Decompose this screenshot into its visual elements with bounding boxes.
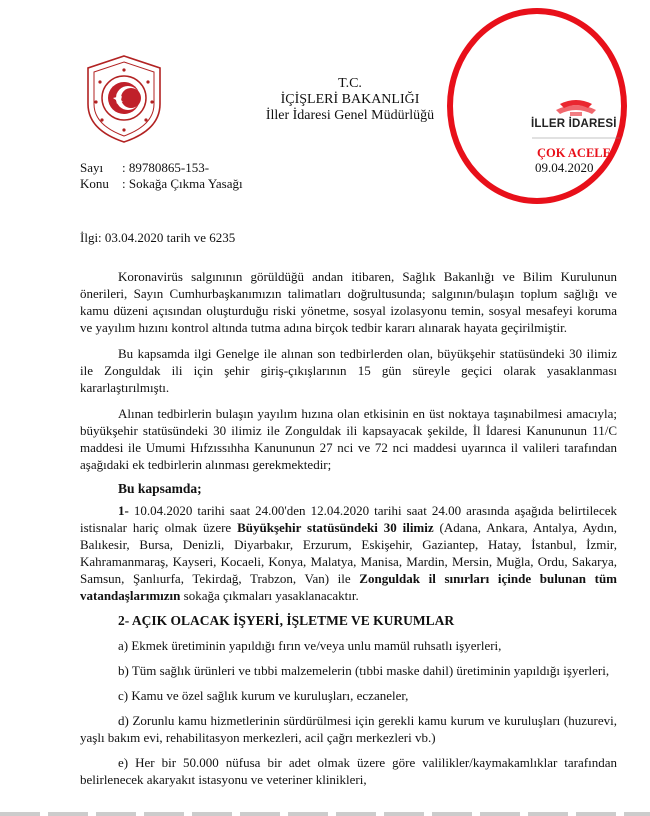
item-1-text-d: Zonguldak il sınırları içinde bulunan tüm vatandaşlarımızın xyxy=(80,571,618,603)
item-1-text-c: (Adana, Ankara, Antalya, Aydın, Balıkesir, Bursa, Denizli, Diyarbakır, Erzurum, Eskişehir, Gaziantep, Hatay, İstanbul, İzmir, Kahramanmaraş, Kayseri, Kocaeli, Konya, Malatya, Manisa, Mardin, Mersin, Muğla, Ordu, Sakarya, Samsun, Şanlıurfa, Tekirdağ, Trabzon, Van) ile xyxy=(80,520,618,586)
item-1-text-a: 10.04.2020 tarihi saat 24.00'den 12.04.2020 tarihi saat 24.00 arasında aşağıda belirtilecek istisnalar hariç olmak üzere xyxy=(80,503,617,535)
document-body xyxy=(80,268,617,788)
item-1-text-b: Büyükşehir statüsündeki 30 ilimiz xyxy=(237,520,434,535)
paragraph-1: Koronavirüs salgınının görüldüğü andan itibaren, Sağlık Bakanlığı ve Bilim Kurulunun önerileri, Sayın Cumhurbaşkanımızın talimatları doğrultusunda; salgının/bulaşın toplum sağlığı ve kamu düzeni açısından oluşturduğu riski yönetme, sosyal izolasyonu temin, sosyal mesafeyi koruma ve yayılım hızını kontrol altında tutma adına birçok tedbir kararı alınarak hayata geçirilmiştir. xyxy=(80,269,617,335)
list-item-a: a) Ekmek üretiminin yapıldığı fırın ve/veya unlu mamül ruhsatlı işyerleri, xyxy=(118,638,502,653)
header-line-directorate: İller İdaresi Genel Müdürlüğü xyxy=(265,108,435,123)
list-item-e: e) Her bir 50.000 nüfusa bir adet olmak üzere göre valilikler/kaymakamlıklar tarafından belirlenecek akaryakıt istasyonu ve veteriner klinikleri, xyxy=(80,755,617,787)
ministry-emblem-icon xyxy=(80,52,168,146)
paragraph-3: Alınan tedbirlerin bulaşın yayılım hızına olan etkisinin en üst noktaya taşınabilmesi amacıyla; büyükşehir statüsündeki 30 ilimiz ile Zonguldak ili kapsayacak şekilde, İl İdaresi Kanununun 11/C maddesi ile Umumi Hıfzıssıhha Kanununun 27 nci ve 72 nci maddesi uyarınca il valileri tarafından aşağıdaki ek tedbirlerin alınması gerekmektedir; xyxy=(80,406,617,472)
item-1 xyxy=(80,502,617,604)
sayi-label: Sayı xyxy=(80,160,104,175)
paragraph-2: Bu kapsamda ilgi Genelge ile alınan son tedbirlerden olan, büyükşehir statüsündeki 30 ilimiz ile Zonguldak ili için şehir giriş-çıkışlarının 15 gün süreyle geçici olarak yasaklanması kararlaştırılmıştı. xyxy=(80,346,617,395)
item-1-text-e: sokağa çıkmaları yasaklanacaktır. xyxy=(180,588,359,603)
header-line-ministry: İÇİŞLERİ BAKANLIĞI xyxy=(280,92,420,107)
logo-text: İLLER İDARESİ xyxy=(531,118,617,130)
konu-value: : Sokağa Çıkma Yasağı xyxy=(122,176,243,191)
list-item-c: c) Kamu ve özel sağlık kurum ve kuruluşları, eczaneler, xyxy=(118,688,409,703)
konu-label: Konu xyxy=(80,176,109,191)
section-heading: Bu kapsamda; xyxy=(118,481,202,496)
section-2-heading: 2- AÇIK OLACAK İŞYERİ, İŞLETME VE KURUMLAR xyxy=(118,613,455,628)
stamp-date: 09.04.2020 xyxy=(535,160,594,175)
urgency-stamp: ÇOK ACELE xyxy=(537,146,611,160)
list-item-d: d) Zorunlu kamu hizmetlerinin sürdürülmesi için gerekli kamu kurum ve kuruluşları (huzurevi, yaşlı bakım evi, rehabilitasyon merkezleri, acil çağrı merkezleri vb.) xyxy=(80,713,617,745)
sayi-value: : 89780865-153- xyxy=(122,160,210,175)
meta-konu xyxy=(80,176,243,192)
meta-sayi xyxy=(80,160,209,176)
page-bottom-divider xyxy=(0,812,650,816)
document-header xyxy=(230,76,470,124)
list-item-b: b) Tüm sağlık ürünleri ve tıbbi malzemelerin (tıbbi maske dahil) üretiminin yapıldığı işyerleri, xyxy=(118,663,610,678)
header-line-tc: T.C. xyxy=(338,76,362,91)
item-1-number: 1- xyxy=(118,503,129,518)
reference-line: İlgi: 03.04.2020 tarih ve 6235 xyxy=(80,230,236,245)
